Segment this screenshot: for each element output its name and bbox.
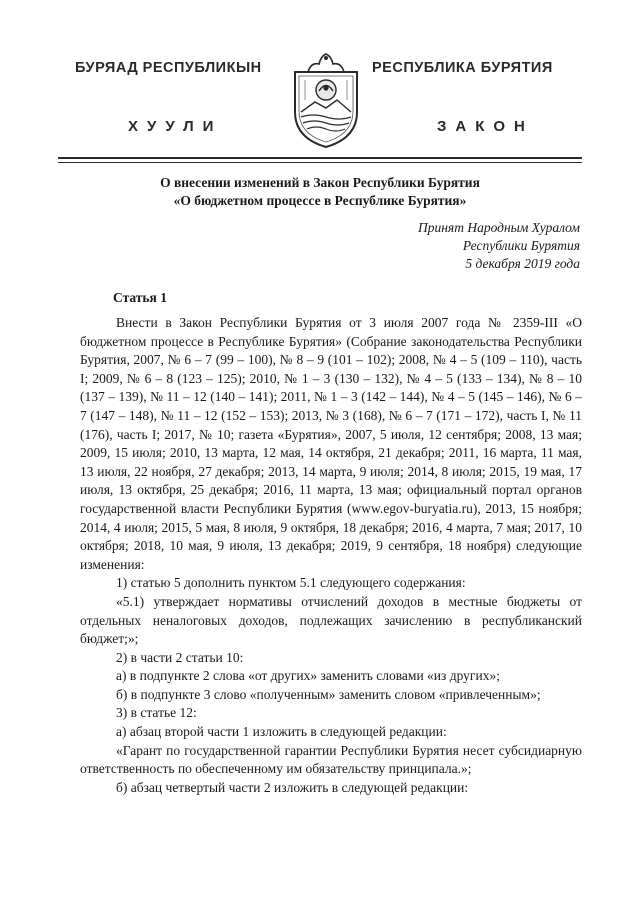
header-left xyxy=(75,60,285,135)
paragraph: а) абзац второй части 1 изложить в следующей редакции: xyxy=(116,724,447,740)
paragraph: 1) статью 5 дополнить пунктом 5.1 следующего содержания: xyxy=(116,575,466,591)
adoption-line3: 5 декабря 2019 года xyxy=(465,256,580,271)
adoption-note xyxy=(320,219,580,273)
header-right xyxy=(372,60,582,135)
coat-of-arms-icon xyxy=(289,50,363,150)
header-left-word: ХУУЛИ xyxy=(128,118,223,135)
article-heading: Статья 1 xyxy=(113,290,167,305)
paragraph: 3) в статье 12: xyxy=(116,705,197,721)
paragraph: «5.1) утверждает нормативы отчислений доходов в местные бюджеты от отдельных неналоговых доходов, подлежащих зачислению в республиканский бюджет;»; xyxy=(80,593,582,647)
header-rule-thin xyxy=(58,162,582,163)
paragraph: Внести в Закон Республики Бурятия от 3 июля 2007 года № 2359-III «О бюджетном процессе в Республике Бурятия» (Собрание законодательства Республики Бурятия, 2007, № 6 – 7 (99 – 100), № 8 – 9 (101 – 102); 2008, № 4 – 5 (109 – 110), часть I; 2009, № 6 – 8 (123 – 125); 2010, № 1 – 3 (130 – 132), № 4 – 5 (133 – 134), № 8 – 10 (137 – 139), № 11 – 12 (140 – 141); 2011, № 1 – 3 (142 – 144), № 4 – 5 (145 – 146), № 6 – 7 (147 – 148), № 11 – 12 (152 – 153); 2013, № 3 (168), № 6 – 7 (171 – 172), часть I, № 11 (176), часть I; 2017, № 10; газета «Бурятия», 2007, 5 июля, 12 сентября; 2008, 13 мая; 2009, 15 июля; 2010, 13 марта, 12 мая, 14 октября, 21 декабря; 2011, 16 марта, 11 мая, 13 июля, 22 ноября, 27 декабря; 2013, 14 марта, 9 июля; 2014, 8 июля; 2015, 19 мая, 17 июля, 13 октября, 25 декабря; 2016, 11 марта, 13 мая; официальный портал органов государственной власти Республики Бурятия (www.egov-buryatia.ru), 2013, 15 ноября; 2014, 4 июля; 2015, 5 мая, 8 июля, 9 октября, 18 декабря; 2016, 4 марта, 7 мая; 2017, 10 октября; 2018, 10 мая, 9 июля, 13 декабря; 2019, 9 сентября, 18 ноября) следующие изменения: xyxy=(80,315,582,572)
paragraph: «Гарант по государственной гарантии Республики Бурятия несет субсидиарную ответственность по обеспеченному им обязательству принципала.»; xyxy=(80,742,582,777)
paragraph: б) абзац четвертый части 2 изложить в следующей редакции: xyxy=(116,779,469,795)
header-right-word: ЗАКОН xyxy=(437,118,534,135)
law-title xyxy=(58,174,582,210)
paragraph: 2) в части 2 статьи 10: xyxy=(116,649,244,665)
header-left-name: БУРЯАД РЕСПУБЛИКЫН xyxy=(75,60,262,76)
law-title-line2: «О бюджетном процессе в Республике Бурятия» xyxy=(173,193,467,208)
article-body xyxy=(80,314,582,797)
header-right-name: РЕСПУБЛИКА БУРЯТИЯ xyxy=(372,60,553,76)
adoption-line2: Республики Бурятия xyxy=(462,238,580,253)
law-title-line1: О внесении изменений в Закон Республики Бурятия xyxy=(160,175,480,190)
header-rule-thick xyxy=(58,157,582,159)
adoption-line1: Принят Народным Хуралом xyxy=(417,220,580,235)
paragraph: а) в подпункте 2 слова «от других» заменить словами «из других»; xyxy=(116,668,500,684)
paragraph: б) в подпункте 3 слово «полученным» заменить словом «привлеченным»; xyxy=(116,686,541,702)
